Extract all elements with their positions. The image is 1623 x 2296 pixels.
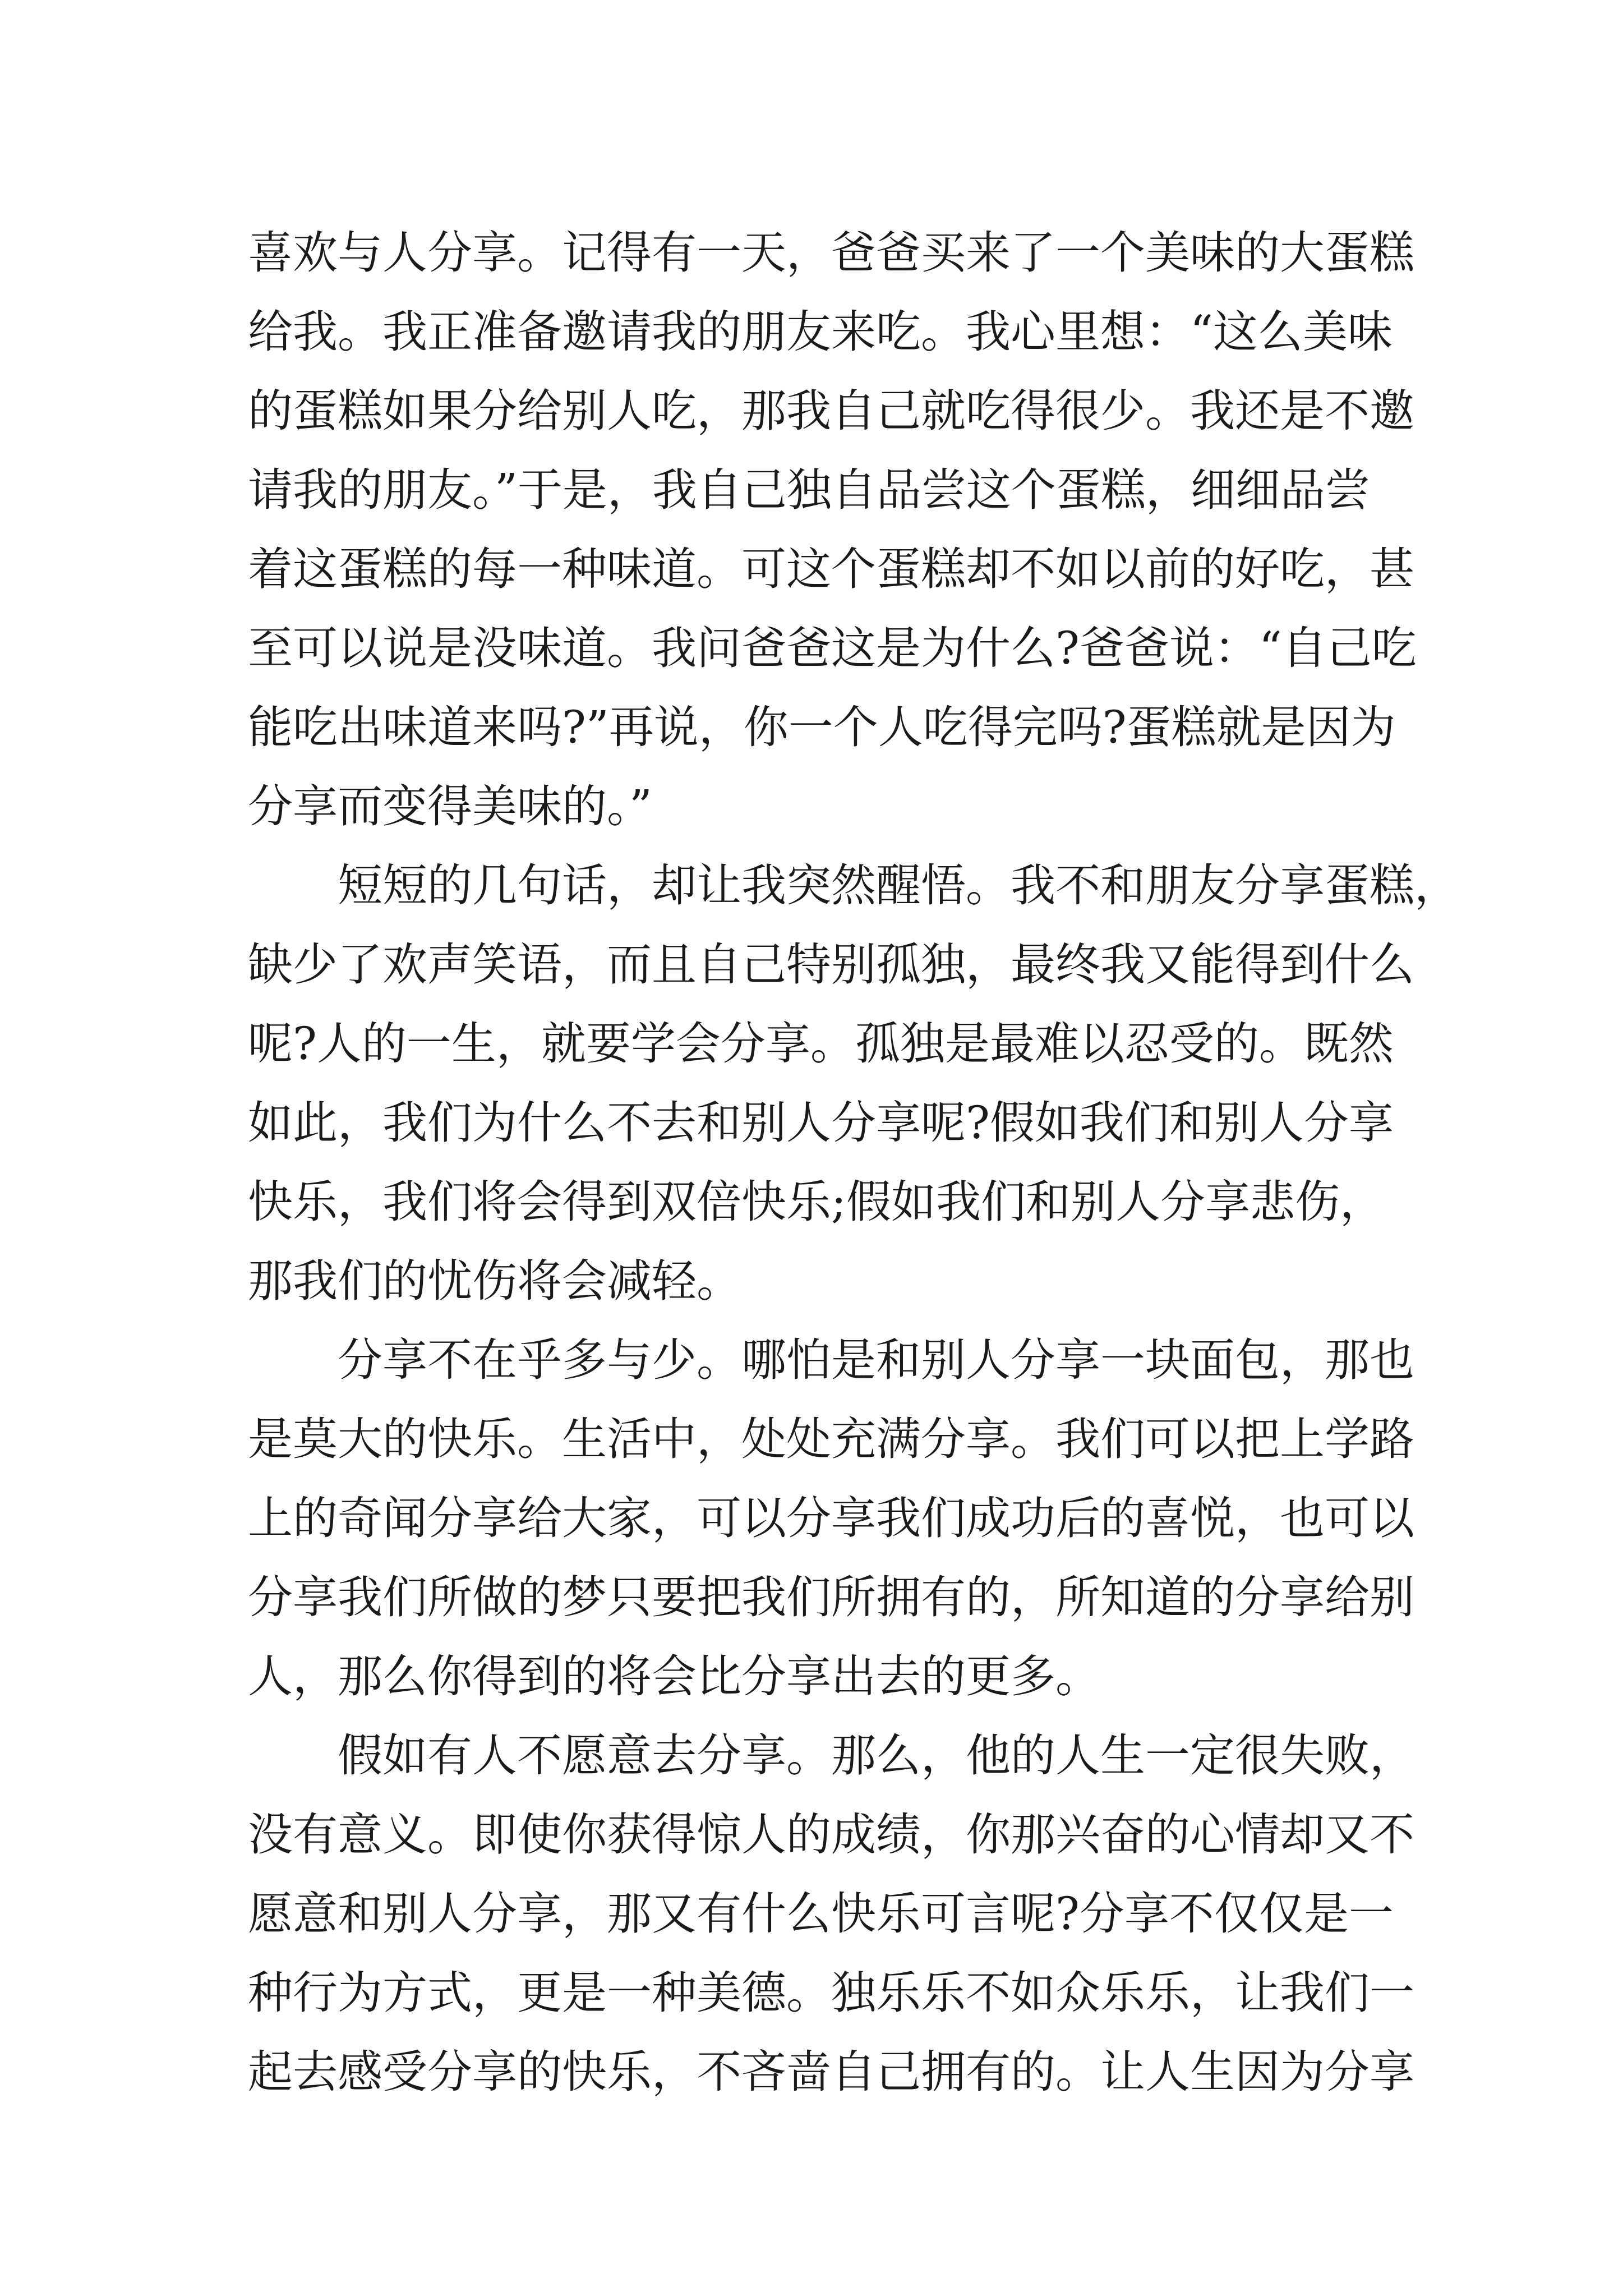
text-line: 的蛋糕如果分给别人吃，那我自己就吃得很少。我还是不邀 [248,385,1414,437]
text-line: 愿意和别人分享，那又有什么快乐可言呢?分享不仅仅是一 [248,1888,1394,1940]
text-line: 至可以说是没味道。我问爸爸这是为什么?爸爸说：“自己吃 [248,622,1417,674]
text-line: 起去感受分享的快乐，不吝啬自己拥有的。让人生因为分享 [248,2046,1414,2098]
text-line: 给我。我正准备邀请我的朋友来吃。我心里想：“这么美味 [248,306,1393,358]
text-line: 分享不在乎多与少。哪怕是和别人分享一块面包，那也 [338,1334,1414,1386]
text-line: 假如有人不愿意去分享。那么，他的人生一定很失败， [338,1729,1414,1782]
paragraph-1 [248,213,1417,846]
text-line: 分享而变得美味的。” [248,780,652,832]
text-line: 喜欢与人分享。记得有一天，爸爸买来了一个美味的大蛋糕 [248,227,1414,279]
text-line: 能吃出味道来吗?”再说，你一个人吃得完吗?蛋糕就是因为 [248,701,1396,753]
paragraph-2 [248,846,1459,1320]
text-line: 那我们的忧伤将会减轻。 [248,1255,741,1307]
document-body [248,213,1459,2111]
text-line: 呢?人的一生，就要学会分享。孤独是最难以忍受的。既然 [248,1018,1394,1070]
paragraph-3 [248,1320,1414,1716]
text-line: 种行为方式，更是一种美德。独乐乐不如众乐乐，让我们一 [248,1967,1414,2019]
text-line: 人，那么你得到的将会比分享出去的更多。 [248,1650,1100,1703]
text-line: 缺少了欢声笑语，而且自己特别孤独，最终我又能得到什么 [248,938,1414,991]
paragraph-4 [248,1716,1414,2111]
text-line: 如此，我们为什么不去和别人分享呢?假如我们和别人分享 [248,1097,1394,1149]
text-line: 请我的朋友。”于是，我自己独自品尝这个蛋糕，细细品尝 [248,464,1370,516]
text-line: 分享我们所做的梦只要把我们所拥有的，所知道的分享给别 [248,1571,1414,1623]
text-line: 快乐，我们将会得到双倍快乐;假如我们和别人分享悲伤， [248,1176,1385,1228]
text-line: 短短的几句话，却让我突然醒悟。我不和朋友分享蛋糕， [338,859,1459,912]
text-line: 是莫大的快乐。生活中，处处充满分享。我们可以把上学路 [248,1413,1414,1465]
text-line: 没有意义。即使你获得惊人的成绩，你那兴奋的心情却又不 [248,1809,1414,1861]
text-line: 着这蛋糕的每一种味道。可这个蛋糕却不如以前的好吃，甚 [248,543,1414,595]
text-line: 上的奇闻分享给大家，可以分享我们成功后的喜悦，也可以 [248,1492,1414,1544]
